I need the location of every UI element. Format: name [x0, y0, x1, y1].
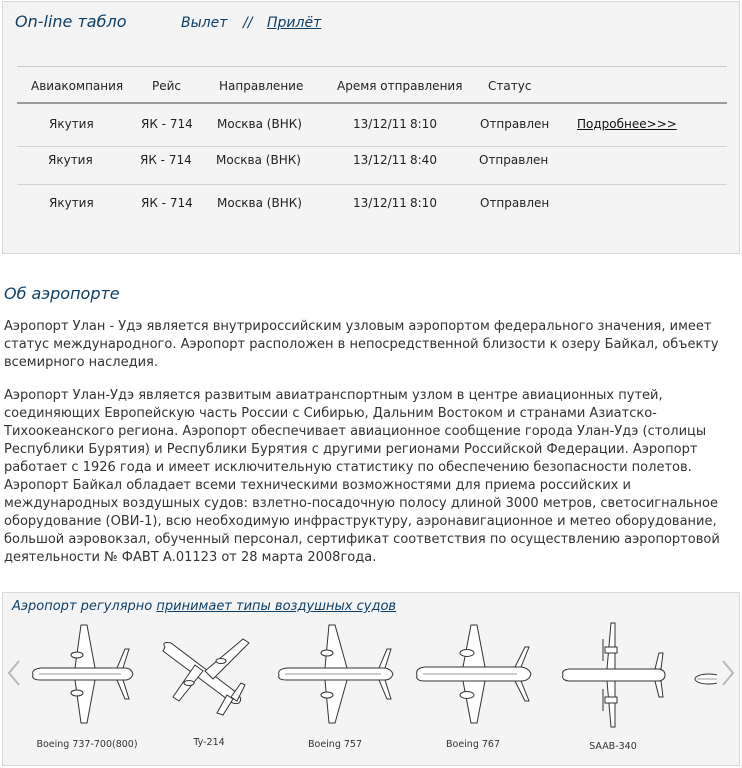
aircraft-card[interactable]	[147, 619, 271, 761]
cell-flight: ЯК - 714	[141, 117, 193, 131]
about-paragraph: Аэропорт Улан-Удэ является развитым авиатранспортным узлом в центре авиационных путей, соединяющих Европейскую часть России с Сибирью, Дальним Востоком и странами Азиатско-Тихоокеанского региона. Аэропорт обеспечивает авиационное сообщение города Улан-Удэ (столицы Республики Бурятия) и Республики Бурятия с другими регионами Российской Федерации. Аэропорт работает с 1926 года и имеет исключительную статистику по обеспечению безопасности полетов. Аэропорт Байкал обладает всеми техническими возможностями для приема российских и международных воздушных судов: взлетно-посадочную полосу длиной 3000 метров, светосигнальное оборудование (ОВИ-1), всю необходимую инфраструктуру, аэронавигационное и метео оборудование, большой аэровокзал, обученный персонал, сертификат соответствия по осуществлению аэропортовой деятельности № ФАВТ А.01123 от 28 марта 2008года.	[4, 388, 720, 565]
cell-status: Отправлен	[479, 153, 549, 167]
saab-340-icon	[551, 619, 675, 735]
cell-date: 13/12/11	[353, 196, 407, 210]
aircraft-preview-icon	[687, 659, 717, 699]
cell-status: Отправлен	[480, 117, 550, 131]
tu-214-icon	[147, 619, 271, 735]
chevron-left-icon	[7, 659, 21, 687]
tab-separator: //	[243, 15, 253, 31]
aircraft-card[interactable]	[551, 619, 675, 761]
partial-aircraft-preview	[687, 659, 717, 699]
aircraft-name: Boeing 767	[445, 739, 501, 750]
cell-date: 13/12/11	[353, 153, 407, 167]
column-header-flight: Рейс	[152, 79, 182, 93]
cell-airline: Якутия	[49, 196, 94, 210]
aircraft-heading-text: Аэропорт регулярно	[12, 599, 157, 614]
details-link[interactable]: Подробнее>>>	[577, 117, 677, 131]
about-title: Об аэропорте	[4, 284, 120, 303]
column-header-direction: Направление	[219, 79, 304, 93]
aircraft-name: Boeing 757	[307, 739, 363, 750]
aircraft-name: Boeing 737-700(800)	[36, 739, 138, 750]
table-row	[17, 104, 727, 147]
cell-airline: Якутия	[49, 117, 94, 131]
board-title: On-line табло	[15, 12, 127, 31]
table-row	[17, 185, 727, 227]
column-header-departure-time: Aремя отправления	[337, 79, 463, 93]
cell-time: 8:10	[410, 196, 437, 210]
cell-time: 8:10	[410, 117, 437, 131]
cell-airline: Якутия	[48, 153, 93, 167]
aircraft-name: SAAB-340	[589, 741, 637, 752]
cell-flight: ЯК - 714	[141, 196, 193, 210]
aircraft-card[interactable]	[25, 619, 149, 761]
tab-arrival[interactable]: Прилёт	[267, 15, 322, 31]
aircraft-types-link[interactable]: принимает типы воздушных судов	[156, 599, 397, 614]
carousel-prev-button[interactable]	[7, 659, 21, 687]
aircraft-card[interactable]	[273, 619, 397, 761]
cell-status: Отправлен	[480, 196, 550, 210]
table-top-divider	[17, 66, 727, 67]
about-paragraph: Аэропорт Улан - Удэ является внутрироссийским узловым аэропортом федерального значения, имеет статус международного. Аэропорт расположен в непосредственной близости к озеру Байкал, объекту всемирного наследия.	[4, 319, 719, 370]
boeing-737-icon	[25, 619, 149, 735]
aircraft-heading	[12, 599, 396, 614]
table-row	[17, 142, 727, 185]
online-board	[2, 1, 740, 254]
cell-direction: Москва (ВНК)	[217, 196, 302, 210]
cell-date: 13/12/11	[353, 117, 407, 131]
aircraft-card[interactable]	[411, 619, 535, 761]
aircraft-name: Ty-214	[193, 737, 225, 748]
cell-direction: Москва (ВНК)	[216, 153, 301, 167]
column-header-status: Статус	[488, 79, 532, 93]
column-header-airline: Авиакомпания	[31, 79, 124, 93]
boeing-767-icon	[411, 619, 535, 735]
boeing-757-icon	[273, 619, 397, 735]
cell-flight: ЯК - 714	[140, 153, 192, 167]
cell-direction: Москва (ВНК)	[217, 117, 302, 131]
cell-time: 8:40	[410, 153, 437, 167]
tab-departure[interactable]: Вылет	[181, 15, 228, 31]
chevron-right-icon	[721, 659, 735, 687]
aircraft-types-section	[2, 592, 740, 766]
carousel-next-button[interactable]	[721, 659, 735, 687]
